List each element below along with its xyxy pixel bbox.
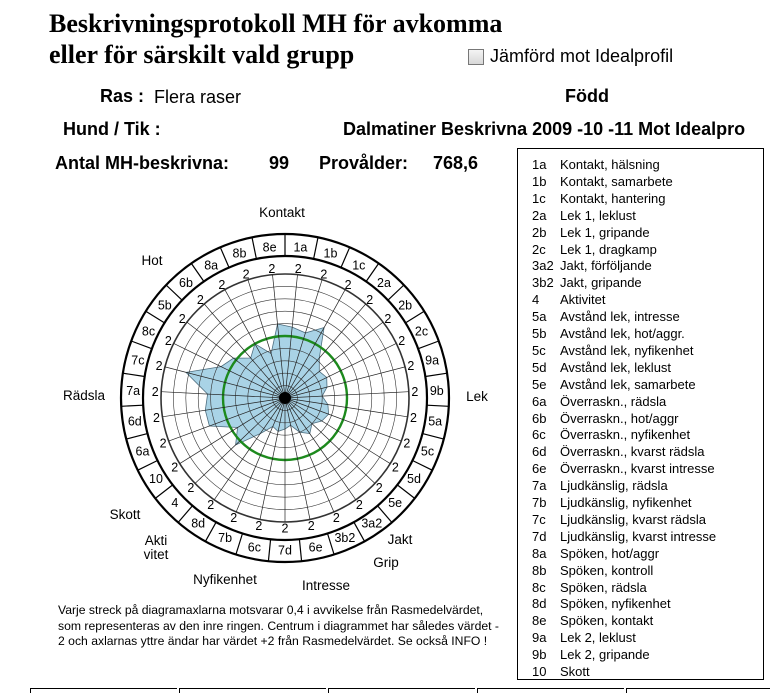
band-divider [314, 237, 318, 259]
legend-code: 2b [532, 224, 547, 240]
legend-text: Överraskn., kvarst intresse [560, 461, 715, 477]
legend-item-2b [532, 225, 650, 241]
legend-code: 5c [532, 342, 546, 358]
legend-item-9b [532, 647, 650, 663]
legend-item-5e [532, 377, 696, 393]
spoke-value: 2 [384, 311, 392, 326]
legend-item-5b [532, 326, 685, 342]
legend-text: Spöken, rädsla [560, 579, 647, 595]
legend-item-6d [532, 444, 705, 460]
spoke-value: 2 [171, 460, 179, 475]
ras-value: Flera raser [154, 87, 242, 107]
legend-code: 8e [532, 613, 547, 629]
spoke-label-1c: 1c [352, 258, 366, 273]
spoke-value: 2 [230, 511, 238, 525]
bottom-table-edge [0, 686, 770, 692]
spoke-label-7b: 7b [218, 531, 233, 546]
legend-text: Ljudkänslig, nyfikenhet [560, 495, 692, 510]
legend-text: Avstånd lek, intresse [560, 309, 680, 325]
spoke-label-10: 10 [149, 471, 163, 486]
legend-text: Skott [560, 664, 590, 679]
legend-code: 3b2 [532, 275, 554, 291]
band-divider [406, 311, 425, 323]
band-divider [191, 263, 204, 281]
legend-code: 10 [532, 664, 547, 679]
legend-code: 6a [532, 393, 547, 409]
spoke-value: 2 [268, 262, 276, 277]
spoke-value: 2 [155, 358, 163, 373]
antal-label: Antal MH-beskrivna: [55, 153, 230, 173]
legend-text: Jakt, gripande [560, 275, 642, 291]
legend-text: Överraskn., rädsla [560, 393, 667, 409]
legend-item-7a [532, 478, 668, 494]
band-divider [138, 461, 158, 471]
legend-item-2c [532, 242, 657, 258]
spoke-label-7c: 7c [131, 353, 145, 368]
band-divider [123, 373, 145, 376]
checkbox-label: Jämförd mot Idealprofil [490, 46, 674, 66]
legend-code: 8c [532, 579, 546, 595]
antal-value: 99 [269, 153, 290, 173]
legend-code: 1b [532, 173, 547, 189]
spoke-value: 2 [294, 262, 302, 277]
spoke-label-4: 4 [171, 496, 179, 511]
legend-code: 4 [532, 292, 540, 308]
legend-item-6e [532, 461, 715, 477]
spoke-label-2c: 2c [414, 324, 429, 339]
spoke-label-5a: 5a [428, 414, 443, 429]
legend-item-2a [532, 208, 636, 224]
legend-item-7d [532, 529, 716, 545]
group-description: Dalmatiner Beskrivna 2009 -10 -11 Mot Idealpro [343, 119, 746, 139]
legend-item-6a [532, 394, 666, 410]
spoke-value: 2 [375, 481, 383, 496]
spoke-value: 2 [218, 277, 226, 292]
spoke-label-7d: 7d [278, 543, 292, 558]
scale-note: Varje streck på diagramaxlarna motsvarar 0,4 i avvikelse från Rasmedelvärdet, som representeras av den inre ringen. Centrum i diagrammet har således värdet - 2 och axlarnas yttre ändar har värdet +2 från Rasmedelvärdet. Se också INFO ! [58, 603, 499, 649]
band-divider [236, 534, 243, 555]
legend-code: 9a [532, 630, 547, 646]
legend-text: Avstånd lek, hot/aggr. [560, 326, 685, 341]
group-label: Lek [466, 389, 488, 404]
legend-text: Ljudkänslig, kvarst intresse [560, 528, 717, 544]
spoke-label-9a: 9a [425, 353, 440, 368]
spoke-value: 2 [332, 511, 340, 525]
band-divider [146, 311, 165, 323]
legend-text: Spöken, hot/aggr [560, 545, 660, 561]
hund-tik-label: Hund / Tik : [63, 119, 161, 139]
legend-item-6c [532, 427, 690, 443]
legend-item-5c [532, 343, 693, 359]
group-label-part: vitet [143, 547, 169, 562]
legend-text: Kontakt, hantering [560, 190, 666, 206]
band-divider [423, 434, 444, 440]
page-title-line-2: eller för särskilt vald grupp [49, 40, 355, 69]
legend-item-1a [532, 157, 660, 173]
group-label: Hot [141, 253, 163, 268]
spoke-value: 2 [407, 358, 415, 373]
page-title-line-1: Beskrivningsprotokoll MH för avkomma [49, 9, 503, 38]
band-divider [328, 534, 335, 555]
band-divider [220, 247, 229, 267]
legend-code: 6b [532, 410, 547, 426]
legend-code: 9b [532, 647, 547, 663]
legend-item-10 [532, 664, 590, 680]
band-divider [155, 485, 172, 499]
spoke-label-6c: 6c [247, 540, 262, 555]
group-label: Grip [373, 555, 399, 570]
band-divider [418, 341, 439, 349]
fodd-label: Född [565, 86, 609, 106]
spoke-value: 2 [344, 277, 352, 292]
legend-item-5d [532, 360, 671, 376]
legend-text: Avstånd lek, leklust [560, 359, 672, 375]
legend-code: 5d [532, 359, 547, 375]
spoke-value: 2 [307, 518, 315, 533]
legend-item-8d [532, 596, 671, 612]
spoke-label-5c: 5c [420, 444, 435, 459]
spoke-label-8a: 8a [204, 258, 219, 273]
legend-text: Lek 2, gripande [560, 647, 650, 663]
spoke-value: 2 [187, 481, 195, 496]
band-divider [341, 247, 350, 267]
legend-code: 8a [532, 545, 547, 561]
band-divider [268, 539, 270, 561]
group-label: Nyfikenhet [193, 572, 257, 587]
legend-code: 8d [532, 596, 547, 612]
center-dot [279, 392, 291, 404]
spoke-value: 2 [178, 311, 186, 326]
ras-label: Ras : [100, 86, 145, 106]
legend-text: Avstånd lek, nyfikenhet [560, 342, 694, 358]
legend-text: Lek 1, dragkamp [560, 241, 657, 257]
legend-code: 7a [532, 478, 547, 494]
legend-text: Jakt, förföljande [560, 258, 652, 274]
legend-item-8a [532, 546, 659, 562]
legend-item-1c [532, 191, 666, 207]
spoke-value: 2 [366, 292, 374, 307]
legend-text: Spöken, nyfikenhet [560, 596, 671, 612]
spoke-value: 2 [153, 411, 160, 426]
legend-code: 6e [532, 461, 547, 477]
legend-text: Spöken, kontroll [560, 562, 654, 578]
group-label: Skott [109, 507, 141, 522]
spoke-label-9b: 9b [429, 383, 444, 398]
band-divider [299, 539, 301, 561]
legend-item-6b [532, 411, 679, 427]
band-divider [205, 522, 216, 541]
spoke-value: 2 [255, 518, 263, 533]
band-divider [126, 434, 147, 440]
spoke-label-8e: 8e [262, 240, 277, 255]
legend-item-3a2 [532, 258, 652, 274]
legend-code: 7b [532, 495, 547, 510]
legend-item-8b [532, 563, 653, 579]
legend-text: Överraskn., kvarst rädsla [560, 444, 705, 460]
legend-item-1b [532, 174, 673, 190]
spoke-value: 2 [403, 436, 411, 451]
band-divider [425, 373, 447, 376]
legend-code: 7d [532, 528, 547, 544]
spoke-label-2b: 2b [398, 298, 413, 313]
spoke-value: 2 [320, 267, 328, 282]
group-label-part: Akti [144, 533, 168, 548]
legend-text: Kontakt, hälsning [560, 157, 660, 172]
legend-item-8e [532, 613, 653, 629]
legend-item-9a [532, 630, 636, 646]
band-divider [427, 405, 449, 406]
spoke-value: 2 [281, 521, 289, 536]
spoke-label-7a: 7a [126, 383, 141, 398]
group-label [144, 533, 169, 562]
group-label: Intresse [301, 578, 351, 593]
spoke-label-1a: 1a [293, 240, 308, 255]
legend-box [517, 148, 764, 680]
band-divider [131, 341, 152, 349]
spoke-label-6d: 6d [127, 414, 142, 429]
legend-text: Avstånd lek, samarbete [560, 376, 696, 392]
legend-item-7b [532, 495, 692, 511]
spoke-label-5d: 5d [407, 471, 421, 486]
legend-text: Kontakt, samarbete [560, 173, 673, 189]
spoke-value: 2 [151, 384, 159, 399]
spoke-label-6a: 6a [135, 444, 150, 459]
group-label: Kontakt [259, 205, 305, 220]
spoke-value: 2 [411, 384, 419, 399]
spoke-label-3a2: 3a2 [361, 516, 383, 531]
group-label: Rädsla [62, 388, 106, 403]
legend-text: Aktivitet [560, 292, 606, 308]
spoke-label-8b: 8b [232, 246, 247, 261]
spoke-value: 2 [164, 334, 172, 349]
legend-code: 6c [532, 427, 546, 443]
spoke-label-6e: 6e [308, 540, 323, 555]
provalder-value: 768,6 [433, 153, 479, 173]
spoke-label-8d: 8d [191, 516, 206, 531]
band-divider [252, 237, 256, 259]
legend-text: Spöken, kontakt [560, 613, 654, 629]
legend-item-8c [532, 580, 647, 596]
spoke-value: 2 [410, 411, 417, 426]
spoke-label-8c: 8c [141, 324, 156, 339]
legend-item-3b2 [532, 275, 642, 291]
spoke-label-1b: 1b [323, 246, 338, 261]
spoke-value: 2 [159, 436, 167, 451]
legend-code: 2c [532, 241, 546, 257]
group-label: Jakt [387, 532, 413, 547]
spoke-value: 2 [355, 498, 363, 513]
spoke-label-5e: 5e [388, 496, 403, 511]
provalder-label: Provålder: [319, 153, 409, 173]
spoke-label-6b: 6b [179, 276, 193, 291]
legend-code: 2a [532, 207, 547, 223]
spoke-value: 2 [196, 292, 204, 307]
legend-code: 1c [532, 190, 546, 206]
legend-code: 8b [532, 562, 547, 578]
legend-item-5a [532, 309, 680, 325]
legend-code: 3a2 [532, 258, 554, 274]
legend-text: Lek 2, leklust [560, 630, 636, 646]
spoke-line [285, 398, 375, 483]
legend-code: 7c [532, 511, 546, 527]
legend-code: 5a [532, 309, 547, 325]
spoke-value: 2 [398, 334, 406, 349]
legend-text: Ljudkänslig, kvarst rädsla [560, 511, 706, 527]
legend-item-7c [532, 512, 706, 528]
legend-text: Lek 1, leklust [560, 207, 636, 223]
legend-code: 5e [532, 376, 547, 392]
legend-text: Lek 1, gripande [560, 224, 650, 240]
spoke-label-3b2: 3b2 [334, 531, 356, 546]
legend-text: Ljudkänslig, rädsla [560, 478, 668, 494]
band-divider [413, 461, 433, 471]
legend-code: 1a [532, 157, 547, 172]
legend-item-4 [532, 292, 606, 308]
legend-code: 5b [532, 326, 547, 341]
spoke-value: 2 [207, 498, 215, 513]
band-divider [121, 405, 143, 406]
spoke-label-2a: 2a [377, 276, 391, 291]
legend-code: 6d [532, 444, 547, 460]
legend-text: Överraskn., nyfikenhet [560, 427, 691, 443]
spoke-label-5b: 5b [157, 298, 172, 313]
legend-text: Överraskn., hot/aggr [560, 410, 679, 426]
spoke-value: 2 [391, 460, 399, 475]
spoke-value: 2 [242, 267, 250, 282]
